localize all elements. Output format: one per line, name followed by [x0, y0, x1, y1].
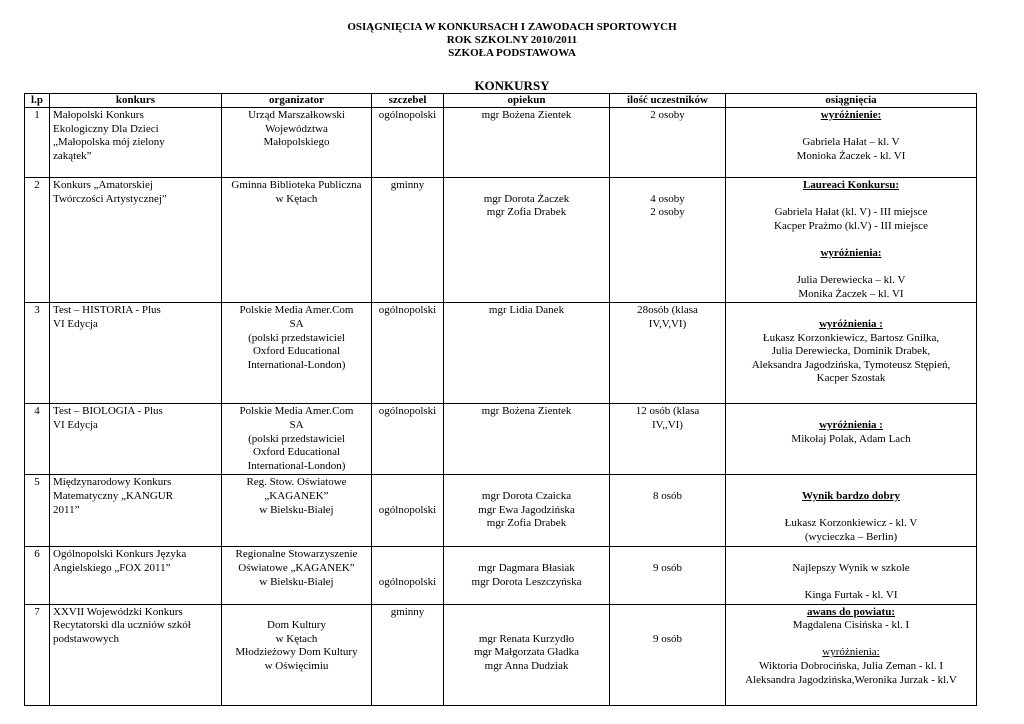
cell-organizator — [222, 547, 372, 604]
ilosc-line: 2 osoby — [650, 109, 685, 121]
opiekun-line: mgr Dorota Leszczyńska — [471, 575, 582, 588]
header-title: OSIĄGNIĘCIA W KONKURSACH I ZAWODACH SPORTOWYCH — [347, 21, 677, 33]
cell-szczebel — [372, 604, 444, 705]
cell-opiekun — [444, 108, 610, 178]
achievement-line: Gabriela Hałat (kl. V) - III miejsce — [774, 206, 928, 219]
konkurs-line: Twórczości Artystycznej” — [53, 192, 167, 205]
opiekun-line: mgr Dagmara Błasiak — [478, 561, 575, 574]
cell-ilosc — [610, 108, 726, 178]
organizator-line: w Bielsku-Białej — [259, 503, 334, 516]
konkurs-line: VI Edycja — [53, 418, 98, 431]
achievement-line: Łukasz Korzonkiewicz, Bartosz Gniłka, — [762, 331, 940, 344]
achievement-line — [729, 476, 973, 490]
achievement-line — [729, 261, 973, 275]
cell-ilosc — [610, 303, 726, 404]
szczebel-line — [375, 490, 440, 504]
achievement-line: Kacper Prażmo (kl.V) - III miejsce — [774, 219, 928, 232]
opiekun-line — [447, 619, 606, 633]
ilosc-line: 4 osoby — [650, 192, 685, 205]
konkurs-line: Matematyczny „KANGUR — [53, 489, 174, 502]
header-opiekun: opiekun — [444, 94, 610, 108]
table-row — [25, 547, 977, 604]
szczebel-line: ogólnopolski — [378, 575, 437, 588]
achievement-line — [729, 548, 973, 562]
ilosc-line: 9 osób — [652, 632, 683, 645]
szczebel-line — [375, 548, 440, 562]
cell-ilosc — [610, 604, 726, 705]
opiekun-line — [447, 548, 606, 562]
cell-konkurs — [50, 475, 222, 547]
cell-szczebel — [372, 303, 444, 404]
cell-ilosc — [610, 475, 726, 547]
organizator-line: SA — [289, 317, 304, 330]
achievement-line: Kinga Furtak - kl. VI — [804, 589, 898, 602]
organizator-line: (polski przedstawiciel — [248, 331, 345, 344]
achievement-line — [729, 123, 973, 137]
organizator-line: w Oświęcimiu — [264, 660, 329, 673]
konkurs-line: „Małopolska mój zielony — [53, 136, 165, 149]
cell-szczebel — [372, 108, 444, 178]
header-osiagniecia: osiągnięcia — [726, 94, 977, 108]
organizator-line: Gminna Biblioteka Publiczna — [231, 179, 362, 191]
szczebel-line: ogólnopolski — [378, 109, 437, 121]
organizator-line: Województwa — [265, 122, 328, 135]
table-row — [25, 475, 977, 547]
konkurs-line: Recytatorski dla uczniów szkół — [53, 619, 191, 632]
cell-konkurs — [50, 604, 222, 705]
organizator-line: Urząd Marszałkowski — [248, 109, 345, 121]
section-title: KONKURSY — [474, 78, 550, 93]
konkurs-line: Test – BIOLOGIA - Plus — [53, 405, 163, 418]
cell-lp: 5 — [25, 475, 50, 547]
header-organizator: organizator — [222, 94, 372, 108]
cell-konkurs — [50, 108, 222, 178]
opiekun-line — [447, 606, 606, 620]
opiekun-line — [447, 179, 606, 193]
organizator-line: Polskie Media Amer.Com — [239, 405, 354, 418]
ilosc-line — [613, 619, 722, 633]
organizator-line: w Kętach — [275, 192, 318, 205]
konkurs-line: Ekologiczny Dla Dzieci — [53, 122, 159, 135]
cell-lp: 1 — [25, 108, 50, 178]
achievement-line: wyróżnienia : — [819, 317, 883, 330]
achievement-line: Magdalena Cisińska - kl. I — [792, 619, 910, 632]
konkurs-line: podstawowych — [53, 632, 119, 645]
opiekun-line: mgr Zofia Drabek — [486, 517, 567, 530]
organizator-line: Oświatowe „KAGANEK” — [238, 561, 355, 574]
cell-ilosc — [610, 404, 726, 475]
achievement-line: wyróżnienie: — [820, 109, 882, 121]
konkurs-line: Konkurs „Amatorskiej — [53, 179, 153, 191]
achievement-line: Julia Derewiecka – kl. V — [796, 274, 906, 287]
achievement-line — [729, 576, 973, 590]
cell-osiagniecia — [726, 404, 977, 475]
cell-opiekun — [444, 178, 610, 303]
achievement-line: Monioka Żaczek - kl. VI — [796, 149, 906, 162]
table-row — [25, 108, 977, 178]
achievement-line — [729, 233, 973, 247]
achievement-line: wyróżnienia : — [819, 418, 883, 431]
achievement-line — [729, 193, 973, 207]
opiekun-line: mgr Dorota Czaicka — [481, 489, 572, 502]
cell-organizator — [222, 178, 372, 303]
cell-szczebel — [372, 547, 444, 604]
ilosc-line: 12 osób (klasa — [635, 405, 700, 418]
header-school-type: SZKOŁA PODSTAWOWA — [448, 47, 576, 59]
organizator-line: Polskie Media Amer.Com — [239, 304, 354, 317]
opiekun-line: mgr Małgorzata Gładka — [473, 646, 580, 659]
konkurs-line: Test – HISTORIA - Plus — [53, 304, 161, 317]
table-row — [25, 303, 977, 404]
achievement-line: Najlepszy Wynik w szkole — [792, 561, 910, 574]
achievement-line: wyróżnienia: — [822, 646, 880, 659]
cell-lp: 2 — [25, 178, 50, 303]
table-row — [25, 404, 977, 475]
achievement-line: Łukasz Korzonkiewicz - kl. V — [784, 517, 918, 530]
opiekun-line: mgr Bożena Zientek — [481, 405, 572, 418]
organizator-line: Oxford Educational — [252, 446, 341, 459]
achievement-line — [729, 504, 973, 518]
document-header — [0, 21, 1024, 60]
cell-organizator — [222, 604, 372, 705]
cell-organizator — [222, 108, 372, 178]
ilosc-line — [613, 476, 722, 490]
ilosc-line: IV,,VI) — [652, 418, 683, 431]
szczebel-line: ogólnopolski — [378, 304, 437, 317]
achievement-line: Mikołaj Polak, Adam Lach — [791, 432, 911, 445]
organizator-line: Młodzieżowy Dom Kultury — [235, 646, 358, 659]
cell-konkurs — [50, 178, 222, 303]
opiekun-line — [447, 476, 606, 490]
organizator-line: Oxford Educational — [252, 345, 341, 358]
achievement-line: Julia Derewiecka, Dominik Drabek, — [771, 345, 931, 358]
konkurs-line: zakątek” — [53, 149, 92, 162]
ilosc-line — [613, 606, 722, 620]
organizator-line: Reg. Stow. Oświatowe — [246, 476, 347, 489]
cell-szczebel — [372, 404, 444, 475]
cell-osiagniecia — [726, 475, 977, 547]
cell-opiekun — [444, 604, 610, 705]
opiekun-line: mgr Anna Dudziak — [484, 660, 569, 673]
cell-opiekun — [444, 547, 610, 604]
konkurs-line: VI Edycja — [53, 317, 98, 330]
opiekun-line: mgr Bożena Zientek — [481, 109, 572, 121]
cell-szczebel — [372, 178, 444, 303]
organizator-line: Dom Kultury — [267, 619, 326, 632]
cell-lp: 6 — [25, 547, 50, 604]
cell-osiagniecia — [726, 547, 977, 604]
ilosc-line: 2 osoby — [650, 206, 685, 219]
cell-lp: 3 — [25, 303, 50, 404]
cell-organizator — [222, 475, 372, 547]
header-lp: l.p — [25, 94, 50, 108]
organizator-line: „KAGANEK” — [264, 489, 329, 502]
achievement-line: Wynik bardzo dobry — [801, 489, 900, 502]
opiekun-line: mgr Lidia Danek — [488, 304, 565, 317]
szczebel-line: gminny — [390, 179, 425, 191]
szczebel-line: ogólnopolski — [378, 503, 437, 516]
organizator-line — [225, 606, 368, 620]
achievement-line: Wiktoria Dobrocińska, Julia Zeman - kl. I — [758, 660, 944, 673]
opiekun-line: mgr Renata Kurzydło — [478, 632, 575, 645]
organizator-line: International-London) — [247, 459, 346, 472]
header-konkurs: konkurs — [50, 94, 222, 108]
achievement-line: Monika Żaczek – kl. VI — [798, 287, 904, 300]
cell-konkurs — [50, 404, 222, 475]
achievement-line: (wycieczka – Berlin) — [804, 530, 898, 543]
cell-konkurs — [50, 547, 222, 604]
cell-konkurs — [50, 303, 222, 404]
szczebel-line — [375, 476, 440, 490]
cell-opiekun — [444, 404, 610, 475]
organizator-line: Regionalne Stowarzyszenie — [235, 548, 358, 561]
ilosc-line: IV,V,VI) — [648, 317, 687, 330]
achievement-line: Aleksandra Jagodzińska, Tymoteusz Stępień, — [751, 358, 951, 371]
cell-opiekun — [444, 475, 610, 547]
table-header-row — [25, 94, 977, 108]
organizator-line: SA — [289, 418, 304, 431]
ilosc-line — [613, 548, 722, 562]
szczebel-line: gminny — [390, 605, 425, 618]
competitions-table — [24, 93, 977, 706]
cell-opiekun — [444, 303, 610, 404]
header-szczebel: szczebel — [372, 94, 444, 108]
cell-szczebel — [372, 475, 444, 547]
ilosc-line: 8 osób — [652, 489, 683, 502]
ilosc-line: 9 osób — [652, 561, 683, 574]
achievement-line — [729, 304, 973, 318]
header-ilosc: ilość uczestników — [610, 94, 726, 108]
achievement-line: wyróżnienia: — [820, 246, 882, 259]
konkurs-line: Międzynarodowy Konkurs — [53, 476, 172, 489]
organizator-line: w Bielsku-Białej — [259, 575, 334, 588]
cell-osiagniecia — [726, 604, 977, 705]
cell-ilosc — [610, 178, 726, 303]
opiekun-line: mgr Zofia Drabek — [486, 206, 567, 219]
opiekun-line: mgr Ewa Jagodzińska — [478, 503, 575, 516]
cell-lp: 7 — [25, 604, 50, 705]
header-school-year: ROK SZKOLNY 2010/2011 — [446, 34, 578, 46]
cell-osiagniecia — [726, 303, 977, 404]
achievement-line: Kacper Szostak — [816, 372, 886, 385]
cell-osiagniecia — [726, 108, 977, 178]
cell-ilosc — [610, 547, 726, 604]
konkurs-line: Angielskiego „FOX 2011” — [53, 561, 171, 574]
organizator-line: (polski przedstawiciel — [248, 432, 345, 445]
achievement-line: Aleksandra Jagodzińska,Weronika Jurzak - kl.V — [745, 673, 957, 686]
ilosc-line: 28osób (klasa — [637, 304, 698, 317]
cell-lp: 4 — [25, 404, 50, 475]
cell-osiagniecia — [726, 178, 977, 303]
opiekun-line: mgr Dorota Żaczek — [483, 192, 570, 205]
konkurs-line: Małopolski Konkurs — [53, 109, 144, 121]
szczebel-line — [375, 562, 440, 576]
achievement-line — [729, 405, 973, 419]
szczebel-line: ogólnopolski — [378, 405, 437, 418]
organizator-line: International-London) — [247, 358, 346, 371]
achievement-line: Gabriela Hałat – kl. V — [802, 136, 900, 149]
ilosc-line — [613, 179, 722, 193]
cell-organizator — [222, 404, 372, 475]
achievement-line — [729, 633, 973, 647]
konkurs-line: Ogólnopolski Konkurs Języka — [53, 548, 187, 561]
achievement-line: Laureaci Konkursu: — [802, 179, 900, 191]
table-row — [25, 178, 977, 303]
cell-organizator — [222, 303, 372, 404]
organizator-line: w Kętach — [275, 632, 318, 645]
konkurs-line: 2011” — [53, 503, 80, 516]
achievement-line: awans do powiatu: — [806, 605, 896, 618]
konkurs-line: XXVII Wojewódzki Konkurs — [53, 605, 183, 618]
table-row — [25, 604, 977, 705]
organizator-line: Małopolskiego — [263, 136, 330, 149]
